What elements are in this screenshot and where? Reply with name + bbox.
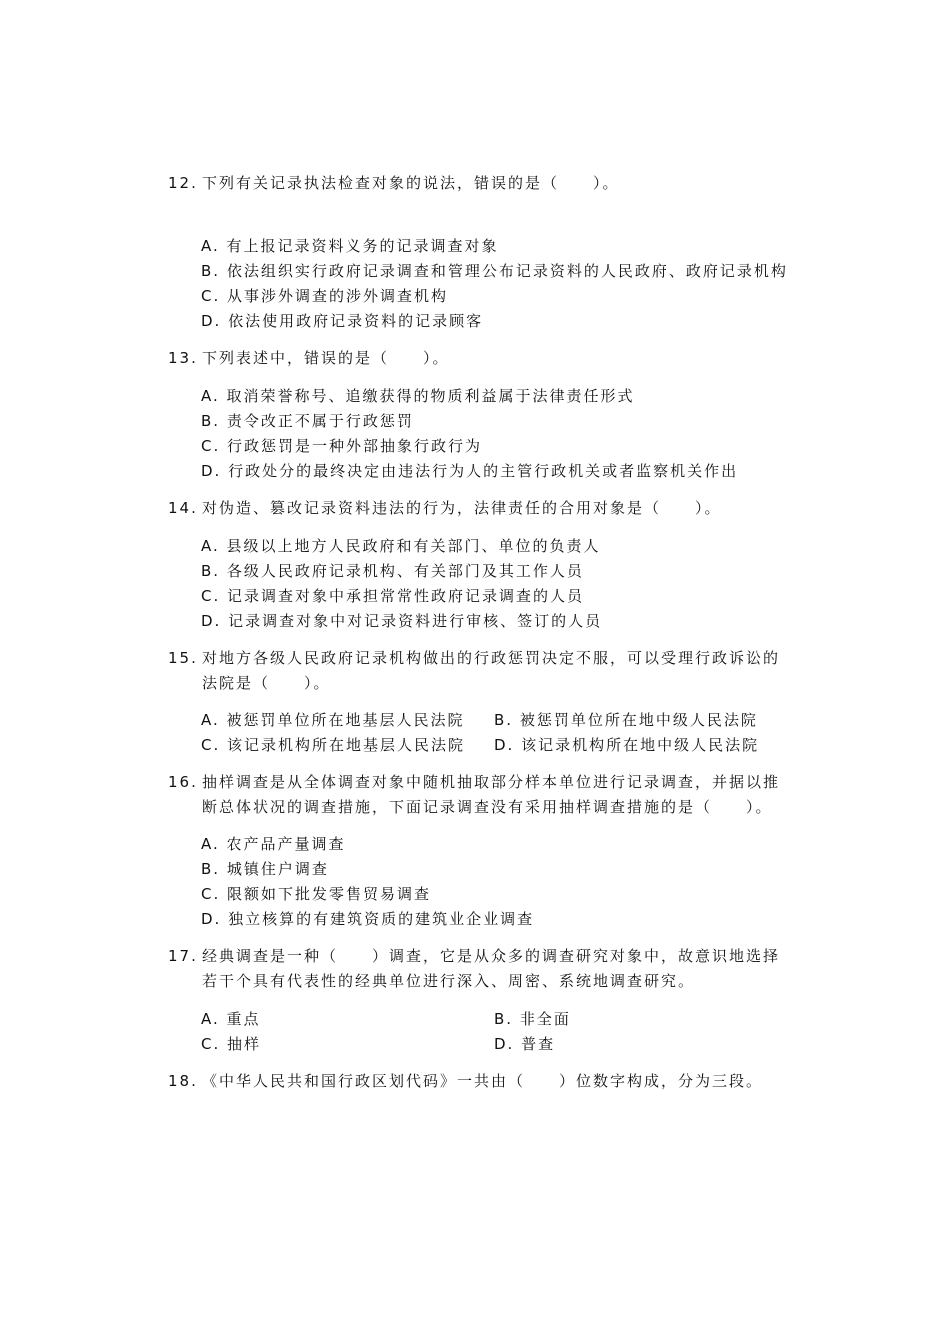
option-d: D. 独立核算的有建筑资质的建筑业企业调查 <box>201 910 535 928</box>
question-12 <box>168 171 808 196</box>
option-d: D. 依法使用政府记录资料的记录顾客 <box>201 312 484 330</box>
question-18 <box>168 1069 808 1094</box>
question-15 <box>168 646 808 696</box>
option-c: C. 从事涉外调查的涉外调查机构 <box>201 287 449 305</box>
question-number: 15. <box>168 649 198 667</box>
question-text: 《中华人民共和国行政区划代码》一共由（ ）位数字构成，分为三段。 <box>202 1072 764 1090</box>
question-text: 下列有关记录执法检查对象的说法，错误的是（ ）。 <box>202 174 620 192</box>
question-text-line-1: 对地方各级人民政府记录机构做出的行政惩罚决定不服，可以受理行政诉讼的 <box>202 649 781 667</box>
question-text-line-1: 抽样调查是从全体调查对象中随机抽取部分样本单位进行记录调查，并据以推 <box>202 773 781 791</box>
option-a: A. 县级以上地方人民政府和有关部门、单位的负责人 <box>201 537 601 555</box>
option-a: A. 取消荣誉称号、追缴获得的物质利益属于法律责任形式 <box>201 387 635 405</box>
option-a: A. 重点 <box>201 1010 261 1028</box>
question-17 <box>168 944 808 994</box>
question-14 <box>168 496 808 521</box>
option-d: D. 普查 <box>494 1035 556 1053</box>
option-b: B. 各级人民政府记录机构、有关部门及其工作人员 <box>201 562 584 580</box>
option-c: C. 抽样 <box>201 1035 262 1053</box>
option-a: A. 被惩罚单位所在地基层人民法院 <box>201 711 465 729</box>
question-number: 12. <box>168 174 198 192</box>
option-c: C. 记录调查对象中承担常常性政府记录调查的人员 <box>201 587 585 605</box>
option-b: B. 依法组织实行政府记录调查和管理公布记录资料的人民政府、政府记录机构 <box>201 262 788 280</box>
question-number: 17. <box>168 947 198 965</box>
question-16 <box>168 770 808 820</box>
option-a: A. 有上报记录资料义务的记录调查对象 <box>201 237 499 255</box>
question-text: 对伪造、篡改记录资料违法的行为，法律责任的合用对象是（ ）。 <box>202 499 722 517</box>
question-text-line-1: 经典调查是一种（ ）调查，它是从众多的调查研究对象中，故意识地选择 <box>202 947 781 965</box>
option-d: D. 记录调查对象中对记录资料进行审核、签订的人员 <box>201 612 603 630</box>
question-13 <box>168 346 808 371</box>
option-c: C. 行政惩罚是一种外部抽象行政行为 <box>201 437 483 455</box>
option-d: D. 行政处分的最终决定由违法行为人的主管行政机关或者监察机关作出 <box>201 462 739 480</box>
question-number: 13. <box>168 349 198 367</box>
option-b: B. 非全面 <box>494 1010 571 1028</box>
option-b: B. 城镇住户调查 <box>201 860 329 878</box>
option-a: A. 农产品产量调查 <box>201 835 346 853</box>
question-number: 16. <box>168 773 198 791</box>
question-text: 下列表述中，错误的是（ ）。 <box>202 349 450 367</box>
option-c: C. 该记录机构所在地基层人民法院 <box>201 736 466 754</box>
question-number: 14. <box>168 499 198 517</box>
option-b: B. 责令改正不属于行政惩罚 <box>201 412 414 430</box>
option-c: C. 限额如下批发零售贸易调查 <box>201 885 432 903</box>
question-text-line-2: 若干个具有代表性的经典单位进行深入、周密、系统地调查研究。 <box>202 972 696 990</box>
question-text-line-2: 法院是（ ）。 <box>202 674 331 692</box>
question-text-line-2: 断总体状况的调查措施，下面记录调查没有采用抽样调查措施的是（ ）。 <box>202 798 773 816</box>
option-d: D. 该记录机构所在地中级人民法院 <box>494 736 760 754</box>
question-number: 18. <box>168 1072 198 1090</box>
option-b: B. 被惩罚单位所在地中级人民法院 <box>494 711 758 729</box>
